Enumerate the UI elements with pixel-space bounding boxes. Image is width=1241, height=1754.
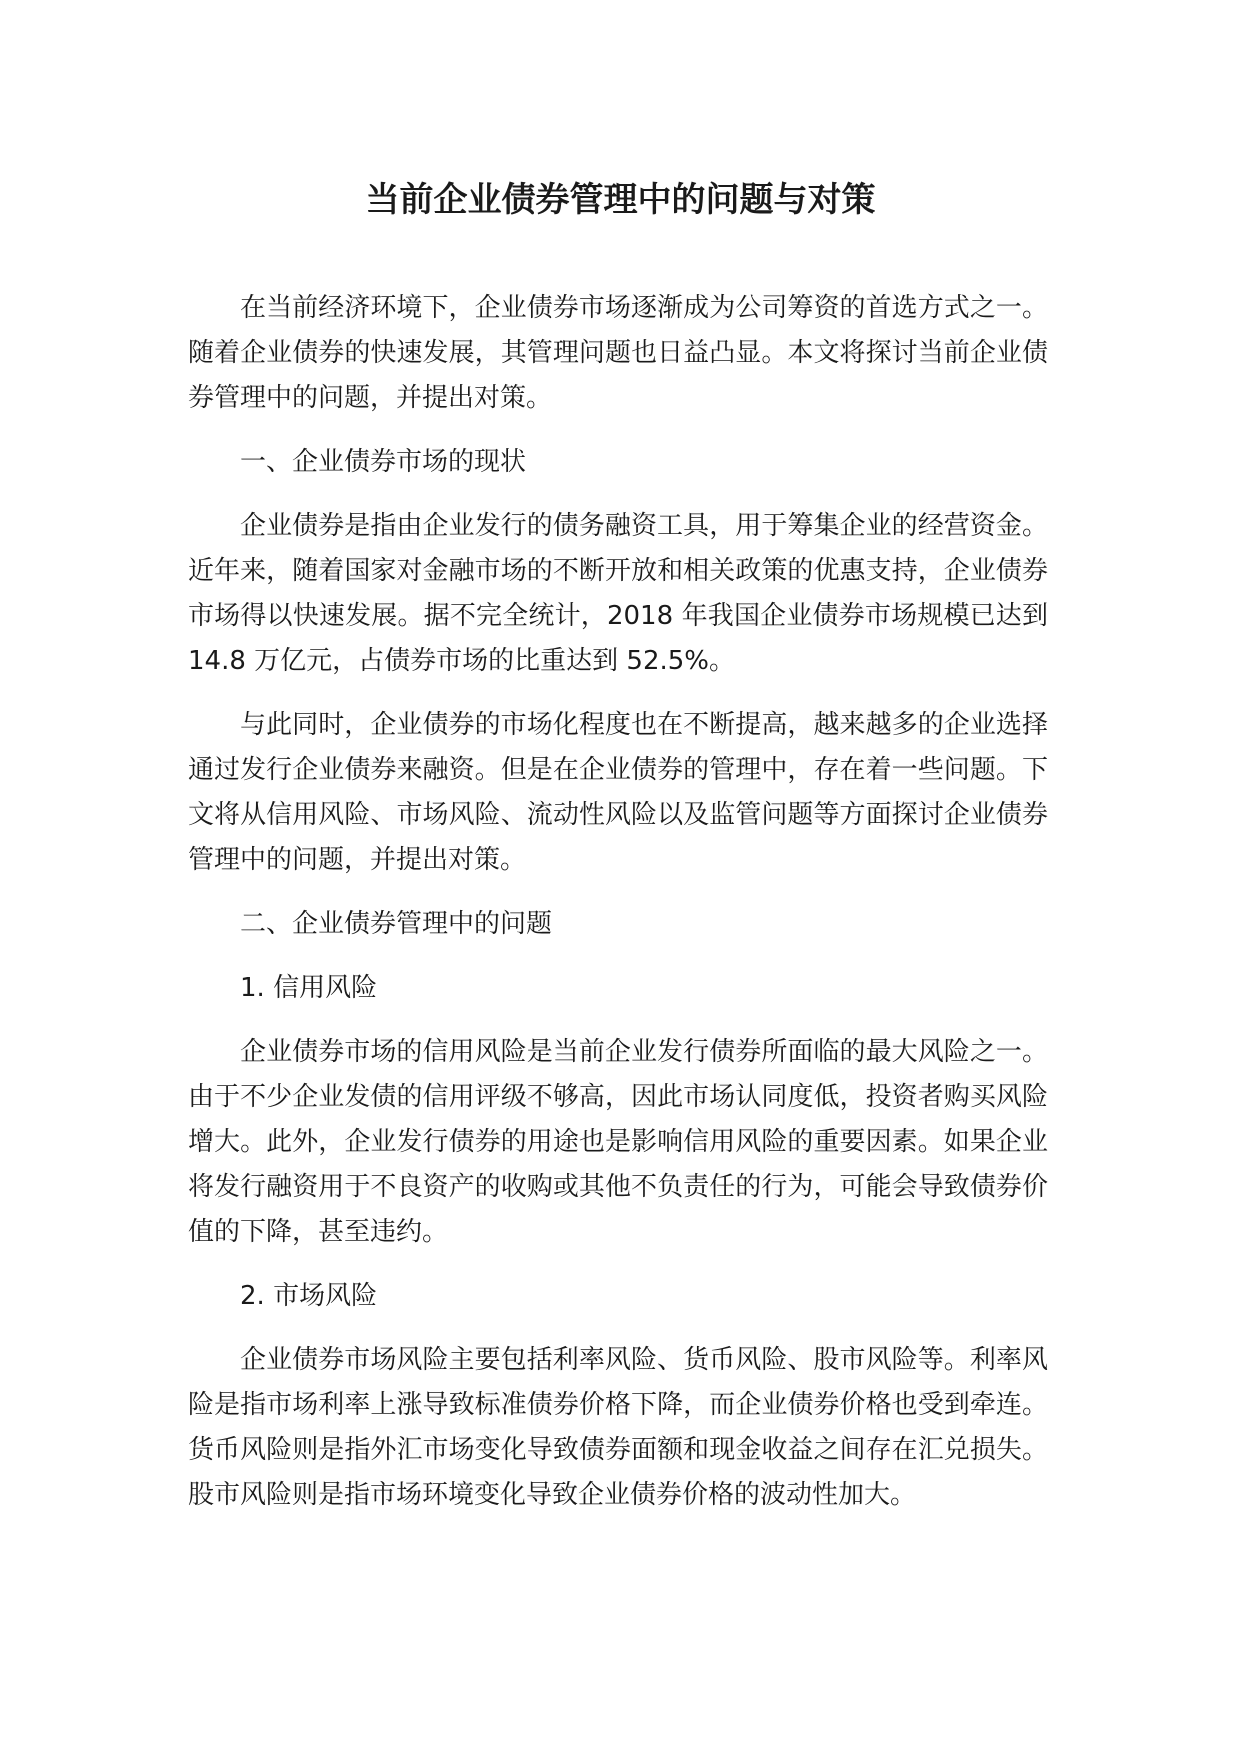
- document-title: 当前企业债券管理中的问题与对策: [365, 180, 876, 220]
- paragraph-status-2: 与此同时，企业债券的市场化程度也在不断提高，越来越多的企业选择通过发行企业债券来融资。但是在企业债券的管理中，存在着一些问题。下文将从信用风险、市场风险、流动性风险以及监管问题等方面探讨企业债券管理中的问题，并提出对策。: [188, 710, 1048, 875]
- subsection-heading-market-risk: 2. 市场风险: [240, 1281, 378, 1311]
- subsection-heading-credit-risk: 1. 信用风险: [240, 973, 378, 1003]
- section-heading-status: 一、企业债券市场的现状: [240, 447, 527, 477]
- document-body: [188, 286, 1048, 1537]
- paragraph-credit-risk: 企业债券市场的信用风险是当前企业发行债券所面临的最大风险之一。由于不少企业发债的信用评级不够高，因此市场认同度低，投资者购买风险增大。此外，企业发行债券的用途也是影响信用风险的重要因素。如果企业将发行融资用于不良资产的收购或其他不负责任的行为，可能会导致债券价值的下降，甚至违约。: [188, 1037, 1048, 1247]
- paragraph-status-1: 企业债券是指由企业发行的债务融资工具，用于筹集企业的经营资金。近年来，随着国家对金融市场的不断开放和相关政策的优惠支持，企业债券市场得以快速发展。据不完全统计，2018 年我国企业债券市场规模已达到 14.8 万亿元，占债券市场的比重达到 52.5%。: [188, 511, 1048, 676]
- paragraph-market-risk: 企业债券市场风险主要包括利率风险、货币风险、股市风险等。利率风险是指市场利率上涨导致标准债券价格下降，而企业债券价格也受到牵连。货币风险则是指外汇市场变化导致债券面额和现金收益之间存在汇兑损失。股市风险则是指市场环境变化导致企业债券价格的波动性加大。: [188, 1345, 1048, 1510]
- paragraph-intro: 在当前经济环境下，企业债券市场逐渐成为公司筹资的首选方式之一。随着企业债券的快速发展，其管理问题也日益凸显。本文将探讨当前企业债券管理中的问题，并提出对策。: [188, 293, 1048, 413]
- section-heading-problems: 二、企业债券管理中的问题: [240, 909, 553, 939]
